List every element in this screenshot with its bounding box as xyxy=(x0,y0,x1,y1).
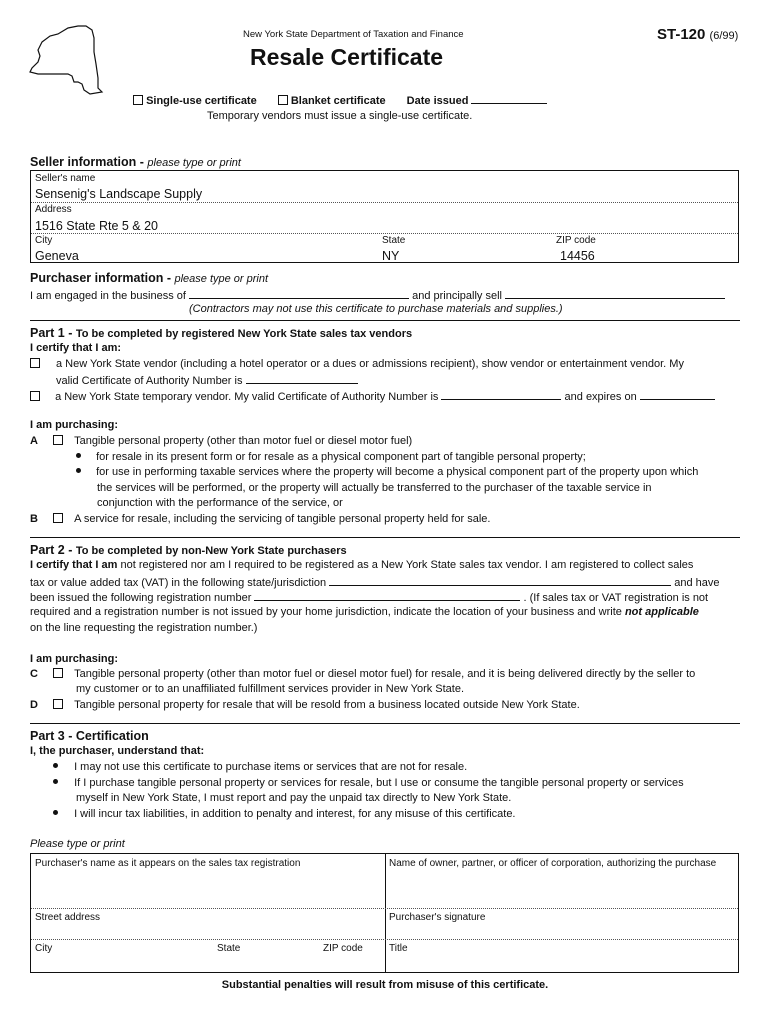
part2-line3-text: been issued the following registration number xyxy=(30,592,252,604)
option2-checkbox[interactable] xyxy=(30,391,40,401)
date-issued-field[interactable] xyxy=(471,93,547,104)
option-a-label: A xyxy=(30,435,38,447)
part2-line1-text: not registered nor am I required to be registered as a New York State sales tax vendor. I am registered to collect sales xyxy=(120,559,694,571)
seller-heading xyxy=(30,155,241,169)
seller-state-value[interactable]: NY xyxy=(382,249,400,263)
seller-zip-label: ZIP code xyxy=(556,235,596,246)
sell-text: and principally sell xyxy=(412,290,502,302)
part1-heading xyxy=(30,326,412,340)
option-c xyxy=(30,668,695,680)
part2-line4 xyxy=(30,606,699,618)
part2-subtitle: To be completed by non-New York State purchasers xyxy=(75,545,347,557)
seller-heading-text: Seller information - xyxy=(30,155,148,169)
part2-line4-text: required and a registration number is not issued by your home jurisdiction, indicate the location of your business and write xyxy=(30,606,622,618)
purchaser-heading-note: please type or print xyxy=(174,273,269,285)
part2-title: Part 2 - xyxy=(30,543,76,557)
agency-name: New York State Department of Taxation and Finance xyxy=(243,29,464,40)
seller-city-value[interactable]: Geneva xyxy=(35,249,79,263)
authority-number-field[interactable] xyxy=(246,373,358,384)
single-use-checkbox[interactable] xyxy=(133,95,143,105)
option1-text: a New York State vendor (including a hotel operator or a dues or admissions recipient), show vendor or entertainment vendor. My xyxy=(56,358,684,370)
part3-bullet3 xyxy=(53,808,516,820)
part2-line3-end: . (If sales tax or VAT registration is not xyxy=(523,592,709,604)
purchaser-heading-text: Purchaser information - xyxy=(30,271,175,285)
option-a-checkbox[interactable] xyxy=(53,435,63,445)
blanket-checkbox[interactable] xyxy=(278,95,288,105)
title-label[interactable]: Title xyxy=(389,943,408,954)
seller-address-value[interactable]: 1516 State Rte 5 & 20 xyxy=(35,219,159,233)
bullet2-line2: the services will be performed, or the property will actually be transferred to the purchaser of the taxable service in xyxy=(97,482,652,494)
option-d-label: D xyxy=(30,699,38,711)
part2-line2-text: tax or value added tax (VAT) in the following state/jurisdiction xyxy=(30,577,327,589)
part3-bullet2 xyxy=(53,777,684,789)
form-number-text: ST-120 xyxy=(657,26,706,43)
option-a-bullet1 xyxy=(76,451,586,463)
bullet2-text: for use in performing taxable services where the property will become a physical component part of the property upon which xyxy=(96,466,699,478)
part3-title: Part 3 - Certification xyxy=(30,729,149,743)
bullet-icon xyxy=(53,810,58,815)
part2-line2 xyxy=(30,575,720,589)
bullet-icon xyxy=(76,468,81,473)
temp-authority-field[interactable] xyxy=(441,389,561,400)
state-label[interactable]: State xyxy=(217,943,241,954)
purchaser-signature-box xyxy=(30,853,739,973)
seller-name-label: Seller's name xyxy=(35,173,96,184)
option-b-label: B xyxy=(30,513,38,525)
divider xyxy=(30,320,740,321)
single-use-label: Single-use certificate xyxy=(146,95,257,107)
part1-title: Part 1 - xyxy=(30,326,76,340)
part1-option1-line2 xyxy=(56,373,358,387)
option-c-line2: my customer or to an unaffiliated fulfillment services provider in New York State. xyxy=(76,683,465,695)
option-a-text: Tangible personal property (other than motor fuel or diesel motor fuel) xyxy=(74,435,413,447)
part1-subtitle: To be completed by registered New York State sales tax vendors xyxy=(75,328,413,340)
bullet-icon xyxy=(53,779,58,784)
divider xyxy=(30,537,740,538)
part1-purchasing: I am purchasing: xyxy=(30,419,119,431)
part3-bullet2-text: If I purchase tangible personal property or services for resale, but I use or consume the tangible personal property or services xyxy=(74,777,684,789)
seller-info-box xyxy=(30,170,739,263)
part3-bullet1 xyxy=(53,761,467,773)
city-label[interactable]: City xyxy=(35,943,53,954)
option-b-checkbox[interactable] xyxy=(53,513,63,523)
part2-certify: I certify that I am xyxy=(30,559,118,571)
business-text: I am engaged in the business of xyxy=(30,290,186,302)
contractor-note: (Contractors may not use this certificate to purchase materials and supplies.) xyxy=(189,303,563,315)
option-a xyxy=(30,435,412,447)
option-d-checkbox[interactable] xyxy=(53,699,63,709)
part3-bullet1-text: I may not use this certificate to purchase items or services that are not for resale. xyxy=(74,761,468,773)
purchaser-name-label[interactable]: Purchaser's name as it appears on the sales tax registration xyxy=(35,858,301,869)
date-issued-label: Date issued xyxy=(406,95,469,107)
not-applicable-text: not applicable xyxy=(624,606,699,618)
part2-heading xyxy=(30,543,347,557)
part2-line2-end: and have xyxy=(674,577,720,589)
seller-heading-note: please type or print xyxy=(147,157,241,169)
street-address-label[interactable]: Street address xyxy=(35,912,101,923)
penalty-notice: Substantial penalties will result from misuse of this certificate. xyxy=(221,979,549,991)
seller-state-label: State xyxy=(382,235,406,246)
jurisdiction-field[interactable] xyxy=(329,575,671,586)
option-d xyxy=(30,699,580,711)
registration-number-field[interactable] xyxy=(254,590,520,601)
option2-text: a New York State temporary vendor. My valid Certificate of Authority Number is xyxy=(55,391,439,403)
divider xyxy=(30,723,740,724)
owner-name-label[interactable]: Name of owner, partner, or officer of corporation, authorizing the purchase xyxy=(389,858,717,869)
option-c-label: C xyxy=(30,668,38,680)
bullet-icon xyxy=(53,763,58,768)
option-a-bullet2 xyxy=(76,466,698,478)
certificate-type-row xyxy=(133,93,547,107)
signature-label[interactable]: Purchaser's signature xyxy=(389,912,486,923)
option-c-checkbox[interactable] xyxy=(53,668,63,678)
part3-bullet2-line2: myself in New York State, I must report and pay the unpaid tax directly to New York State. xyxy=(76,792,512,804)
option-b xyxy=(30,513,490,525)
print-note: Please type or print xyxy=(30,838,125,850)
bullet-icon xyxy=(76,453,81,458)
part1-option2 xyxy=(30,389,715,403)
new-york-state-outline-icon xyxy=(28,22,108,100)
part3-bullet3-text: I will incur tax liabilities, in addition to penalty and interest, for any misuse of this certificate. xyxy=(74,808,516,820)
option1-checkbox[interactable] xyxy=(30,358,40,368)
purchaser-heading xyxy=(30,271,268,285)
seller-address-label: Address xyxy=(35,204,72,215)
part2-line5: on the line requesting the registration number.) xyxy=(30,622,258,634)
business-row xyxy=(30,288,725,302)
seller-city-label: City xyxy=(35,235,53,246)
part2-line3 xyxy=(30,590,708,604)
sell-field[interactable] xyxy=(505,288,725,299)
zip-label[interactable]: ZIP code xyxy=(323,943,363,954)
form-date: (6/99) xyxy=(709,30,739,42)
part1-option1 xyxy=(30,358,740,370)
bullet2-line3: conjunction with the performance of the service, or xyxy=(97,497,343,509)
part3-understand: I, the purchaser, understand that: xyxy=(30,745,205,757)
part2-line1 xyxy=(30,559,693,571)
blanket-label: Blanket certificate xyxy=(290,95,386,107)
part2-purchasing: I am purchasing: xyxy=(30,653,119,665)
option-d-text: Tangible personal property for resale that will be resold from a business located outside New York State. xyxy=(74,699,580,711)
seller-name-value[interactable]: Sensenig's Landscape Supply xyxy=(35,187,203,201)
form-title: Resale Certificate xyxy=(250,44,444,70)
bullet1-text: for resale in its present form or for resale as a physical component part of tangible personal property; xyxy=(96,451,586,463)
expires-field[interactable] xyxy=(640,389,715,400)
option-b-text: A service for resale, including the servicing of tangible personal property held for sale. xyxy=(74,513,491,525)
business-field[interactable] xyxy=(189,288,409,299)
form-number xyxy=(657,26,738,43)
option-c-text: Tangible personal property (other than motor fuel or diesel motor fuel) for resale, and it is being delivered directly by the seller to xyxy=(74,668,696,680)
part1-certify: I certify that I am: xyxy=(30,342,122,354)
option1-line2-text: valid Certificate of Authority Number is xyxy=(56,375,243,387)
expires-text: and expires on xyxy=(564,391,637,403)
temporary-vendor-note: Temporary vendors must issue a single-use certificate. xyxy=(207,110,473,122)
seller-zip-value[interactable]: 14456 xyxy=(560,249,595,263)
